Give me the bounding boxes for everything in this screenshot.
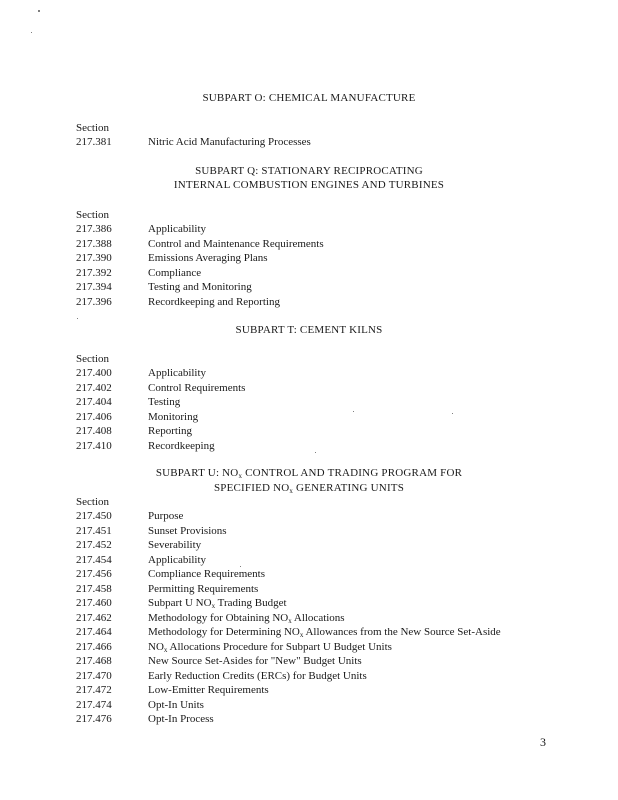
section-number: 217.460 — [76, 597, 112, 609]
section-title: Permitting Requirements — [148, 582, 259, 595]
title-text: Trading Budget — [215, 597, 287, 609]
toc-row — [76, 366, 206, 381]
title-text: Allocations Procedure for Subpart U Budget Units — [167, 640, 392, 653]
section-number: 217.404 — [76, 396, 112, 408]
section-number: 217.462 — [76, 611, 112, 624]
section-label: Section — [76, 122, 109, 134]
section-number: 217.402 — [76, 381, 112, 394]
section-number: 217.452 — [76, 539, 112, 551]
section-title — [148, 596, 287, 611]
subscript: x — [299, 631, 304, 639]
section-number: 217.464 — [76, 626, 112, 638]
toc-row — [76, 222, 206, 237]
section-title: Applicability — [148, 223, 207, 235]
toc-row — [76, 251, 268, 266]
section-number: 217.392 — [76, 266, 112, 279]
toc-row — [76, 410, 198, 425]
section-number: 217.406 — [76, 410, 112, 423]
title-text: Methodology for Obtaining NO — [148, 611, 289, 624]
section-title: Control and Maintenance Requirements — [148, 237, 324, 250]
section-title — [148, 625, 501, 640]
toc-row — [76, 669, 367, 684]
section-title: Applicability — [148, 553, 207, 566]
section-number: 217.388 — [76, 237, 112, 250]
subpart-t-heading: SUBPART T: CEMENT KILNS — [235, 324, 383, 336]
section-title: Control Requirements — [148, 381, 246, 394]
section-number: 217.410 — [76, 439, 112, 452]
subpart-q-heading-line2: INTERNAL COMBUSTION ENGINES AND TURBINES — [173, 179, 445, 191]
toc-row — [76, 381, 245, 396]
section-title: Compliance — [148, 266, 202, 279]
toc-row — [76, 266, 201, 281]
subscript: x — [163, 645, 168, 654]
toc-row — [76, 683, 269, 698]
title-text: Allowances from the New Source Set-Aside — [303, 626, 501, 638]
section-title: Recordkeeping and Reporting — [148, 295, 280, 308]
section-title — [148, 640, 392, 655]
subscript: x — [211, 602, 216, 610]
section-title: Opt-In Process — [148, 713, 214, 725]
toc-row — [76, 640, 392, 655]
subscript: x — [288, 616, 292, 625]
section-title: Opt-In Units — [148, 698, 204, 711]
section-title: Purpose — [148, 510, 184, 522]
toc-row — [76, 582, 258, 597]
section-title: Early Reduction Credits (ERCs) for Budget Units — [148, 669, 367, 682]
toc-row — [76, 424, 192, 439]
section-number: 217.474 — [76, 698, 112, 711]
subscript: x — [289, 487, 294, 495]
scan-speck — [452, 413, 453, 414]
subpart-u-heading-line2 — [0, 481, 618, 495]
section-title: Compliance Requirements — [148, 568, 265, 580]
subscript: x — [238, 472, 243, 480]
toc-row — [76, 524, 227, 539]
heading-text: SUBPART U: NO — [155, 467, 239, 479]
toc-row — [76, 611, 345, 626]
section-title — [148, 611, 345, 626]
section-number: 217.476 — [76, 713, 112, 725]
page-number: 3 — [540, 735, 546, 749]
toc-row — [76, 538, 201, 553]
section-number: 217.386 — [76, 223, 112, 235]
section-number: 217.472 — [76, 684, 112, 696]
heading-text: SPECIFIED NO — [213, 482, 290, 494]
section-number: 217.381 — [76, 136, 112, 148]
subpart-u-heading-line1 — [0, 466, 618, 480]
section-title: Low-Emitter Requirements — [148, 684, 269, 696]
section-number: 217.450 — [76, 510, 112, 522]
title-text: Allocations — [291, 611, 345, 624]
scan-speck — [353, 411, 354, 412]
section-title: Severability — [148, 539, 202, 551]
title-text: NO — [148, 640, 164, 653]
section-title: Nitric Acid Manufacturing Processes — [148, 136, 311, 148]
section-number: 217.451 — [76, 524, 112, 537]
section-number: 217.400 — [76, 367, 112, 379]
toc-row — [76, 509, 183, 524]
section-title: Reporting — [148, 425, 192, 437]
toc-row — [76, 596, 287, 611]
section-title: Testing — [148, 396, 181, 408]
toc-row — [76, 712, 214, 727]
heading-text: GENERATING UNITS — [293, 482, 405, 494]
section-label: Section — [76, 496, 109, 508]
section-number: 217.466 — [76, 640, 112, 653]
scan-speck — [31, 32, 32, 33]
section-title: Recordkeeping — [148, 439, 215, 452]
section-number: 217.470 — [76, 669, 112, 682]
toc-row — [76, 135, 311, 150]
section-number: 217.454 — [76, 553, 112, 566]
toc-row — [76, 567, 265, 582]
section-label: Section — [76, 209, 109, 221]
toc-row — [76, 237, 324, 252]
toc-row — [76, 295, 280, 310]
heading-text: CONTROL AND TRADING PROGRAM FOR — [242, 467, 463, 479]
section-number: 217.394 — [76, 281, 112, 293]
toc-row — [76, 439, 215, 454]
toc-row — [76, 698, 204, 713]
section-number: 217.396 — [76, 295, 112, 308]
section-title: Monitoring — [148, 410, 199, 423]
toc-row — [76, 553, 206, 568]
section-label: Section — [76, 353, 109, 365]
section-title: New Source Set-Asides for "New" Budget Units — [148, 655, 362, 667]
toc-row — [76, 625, 501, 640]
scan-speck — [38, 10, 40, 12]
section-title: Applicability — [148, 367, 207, 379]
toc-row — [76, 280, 252, 295]
section-title: Emissions Averaging Plans — [148, 252, 268, 264]
section-title: Testing and Monitoring — [148, 281, 252, 293]
scan-speck — [77, 318, 78, 319]
section-number: 217.408 — [76, 425, 112, 437]
subpart-o-heading: SUBPART O: CHEMICAL MANUFACTURE — [202, 92, 416, 104]
title-text: Methodology for Determining NO — [148, 626, 300, 638]
toc-row — [76, 654, 362, 669]
section-title: Sunset Provisions — [148, 524, 227, 537]
subpart-q-heading-line1: SUBPART Q: STATIONARY RECIPROCATING — [195, 165, 423, 177]
section-number: 217.468 — [76, 655, 112, 667]
toc-row — [76, 395, 180, 410]
title-text: Subpart U NO — [148, 597, 212, 609]
scan-speck — [240, 566, 241, 567]
section-number: 217.390 — [76, 252, 112, 264]
section-number: 217.456 — [76, 568, 112, 580]
section-number: 217.458 — [76, 582, 112, 595]
scan-speck — [315, 452, 316, 453]
